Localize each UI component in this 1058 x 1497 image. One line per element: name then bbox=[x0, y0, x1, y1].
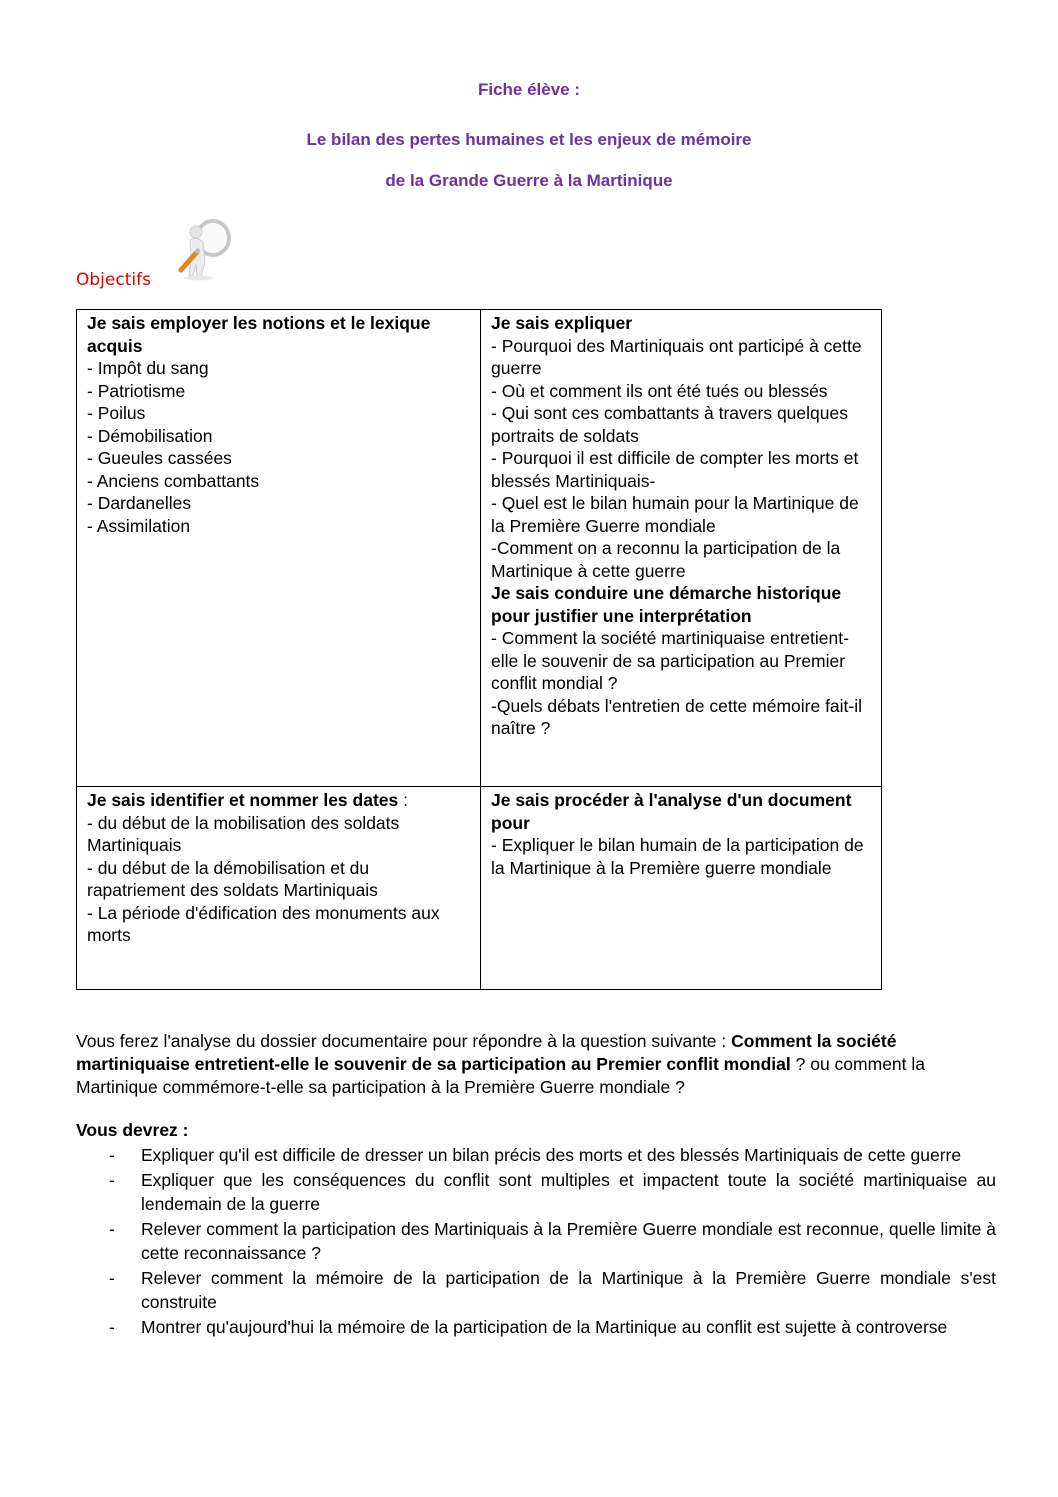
task-item bbox=[76, 1266, 996, 1315]
demarche-item: - Comment la société martiniquaise entretient-elle le souvenir de sa participation au Premier conflit mondial ? bbox=[491, 628, 849, 693]
notion-item: - Assimilation bbox=[87, 515, 191, 536]
task-text: Expliquer que les conséquences du conflit sont multiples et impactent toute la société martiniquaise au lendemain de la guerre bbox=[141, 1169, 996, 1214]
task-item bbox=[76, 1143, 996, 1168]
notion-item: - Patriotisme bbox=[87, 380, 186, 401]
demarche-item: -Quels débats l'entretien de cette mémoire fait-il naître ? bbox=[491, 695, 863, 738]
question-intro: Vous ferez l'analyse du dossier documentaire pour répondre à la question suivante : bbox=[76, 1031, 732, 1051]
bullet-dash: - bbox=[109, 1316, 115, 1337]
dates-item: - du début de la mobilisation des soldats Martiniquais bbox=[87, 812, 400, 855]
demarche-heading: Je sais conduire une démarche historique pour justifier une interprétation bbox=[491, 583, 842, 626]
analyse-item: - Expliquer le bilan humain de la participation de la Martinique à la Première guerre mondiale bbox=[491, 835, 864, 878]
expliquer-item: -Comment on a reconnu la participation de la Martinique à cette guerre bbox=[491, 538, 841, 581]
notions-heading: Je sais employer les notions et le lexique acquis bbox=[87, 313, 431, 356]
expliquer-item: - Pourquoi il est difficile de compter les morts et blessés Martiniquais- bbox=[491, 448, 859, 491]
notion-item: - Anciens combattants bbox=[87, 470, 260, 491]
objectives-table bbox=[76, 309, 882, 990]
cell-analyse bbox=[481, 787, 882, 990]
task-item bbox=[76, 1217, 996, 1266]
dates-heading-suffix: : bbox=[398, 790, 408, 810]
cell-dates bbox=[77, 787, 481, 990]
document-title-line1: Le bilan des pertes humaines et les enjeux de mémoire bbox=[306, 130, 752, 149]
dates-item: - La période d'édification des monuments aux morts bbox=[87, 902, 440, 945]
task-text: Expliquer qu'il est difficile de dresser un bilan précis des morts et des blessés Martiniquais de cette guerre bbox=[141, 1145, 962, 1165]
expliquer-item: - Pourquoi des Martiniquais ont participé à cette guerre bbox=[491, 335, 862, 378]
document-title-line2: de la Grande Guerre à la Martinique bbox=[385, 171, 673, 190]
cell-notions bbox=[77, 310, 481, 787]
dates-item: - du début de la démobilisation et du rapatriement des soldats Martiniquais bbox=[87, 857, 378, 900]
bullet-dash: - bbox=[109, 1169, 115, 1190]
bullet-dash: - bbox=[109, 1218, 115, 1239]
expliquer-item: - Quel est le bilan humain pour la Martinique de la Première Guerre mondiale bbox=[491, 493, 859, 536]
notion-item: - Démobilisation bbox=[87, 425, 213, 446]
bullet-dash: - bbox=[109, 1145, 115, 1165]
notion-item: - Poilus bbox=[87, 403, 146, 423]
tasks-heading: Vous devrez : bbox=[76, 1120, 189, 1140]
notion-item: - Impôt du sang bbox=[87, 358, 209, 378]
notion-item: - Gueules cassées bbox=[87, 448, 232, 468]
expliquer-heading: Je sais expliquer bbox=[491, 313, 633, 333]
analyse-heading: Je sais procéder à l'analyse d'un document pour bbox=[491, 790, 852, 833]
tasks-list bbox=[76, 1143, 996, 1339]
question-paragraph bbox=[76, 1030, 1006, 1099]
bullet-dash: - bbox=[109, 1267, 115, 1288]
task-item bbox=[76, 1315, 996, 1340]
question-bold: Comment la société martiniquaise entretient-elle le souvenir de sa participation au Premier conflit mondial bbox=[76, 1031, 897, 1074]
expliquer-item: - Qui sont ces combattants à travers quelques portraits de soldats bbox=[491, 403, 848, 446]
cell-expliquer bbox=[481, 310, 882, 787]
question-outro: ? ou comment la Martinique commémore-t-elle sa participation à la Première Guerre mondiale ? bbox=[76, 1054, 925, 1097]
task-text: Relever comment la mémoire de la participation de la Martinique à la Première Guerre mondiale s'est construite bbox=[141, 1267, 996, 1312]
magnifier-figure-icon bbox=[163, 218, 237, 282]
notion-item: - Dardanelles bbox=[87, 493, 192, 513]
task-text: Relever comment la participation des Martiniquais à la Première Guerre mondiale est reconnue, quelle limite à cette reconnaissance ? bbox=[141, 1218, 996, 1263]
task-item bbox=[76, 1168, 996, 1217]
objectives-heading: Objectifs bbox=[76, 270, 151, 290]
dates-heading: Je sais identifier et nommer les dates bbox=[87, 790, 399, 810]
expliquer-item: - Où et comment ils ont été tués ou blessés bbox=[491, 380, 828, 401]
task-text: Montrer qu'aujourd'hui la mémoire de la participation de la Martinique au conflit est sujette à controverse bbox=[141, 1316, 948, 1337]
document-label: Fiche élève : bbox=[477, 80, 581, 99]
